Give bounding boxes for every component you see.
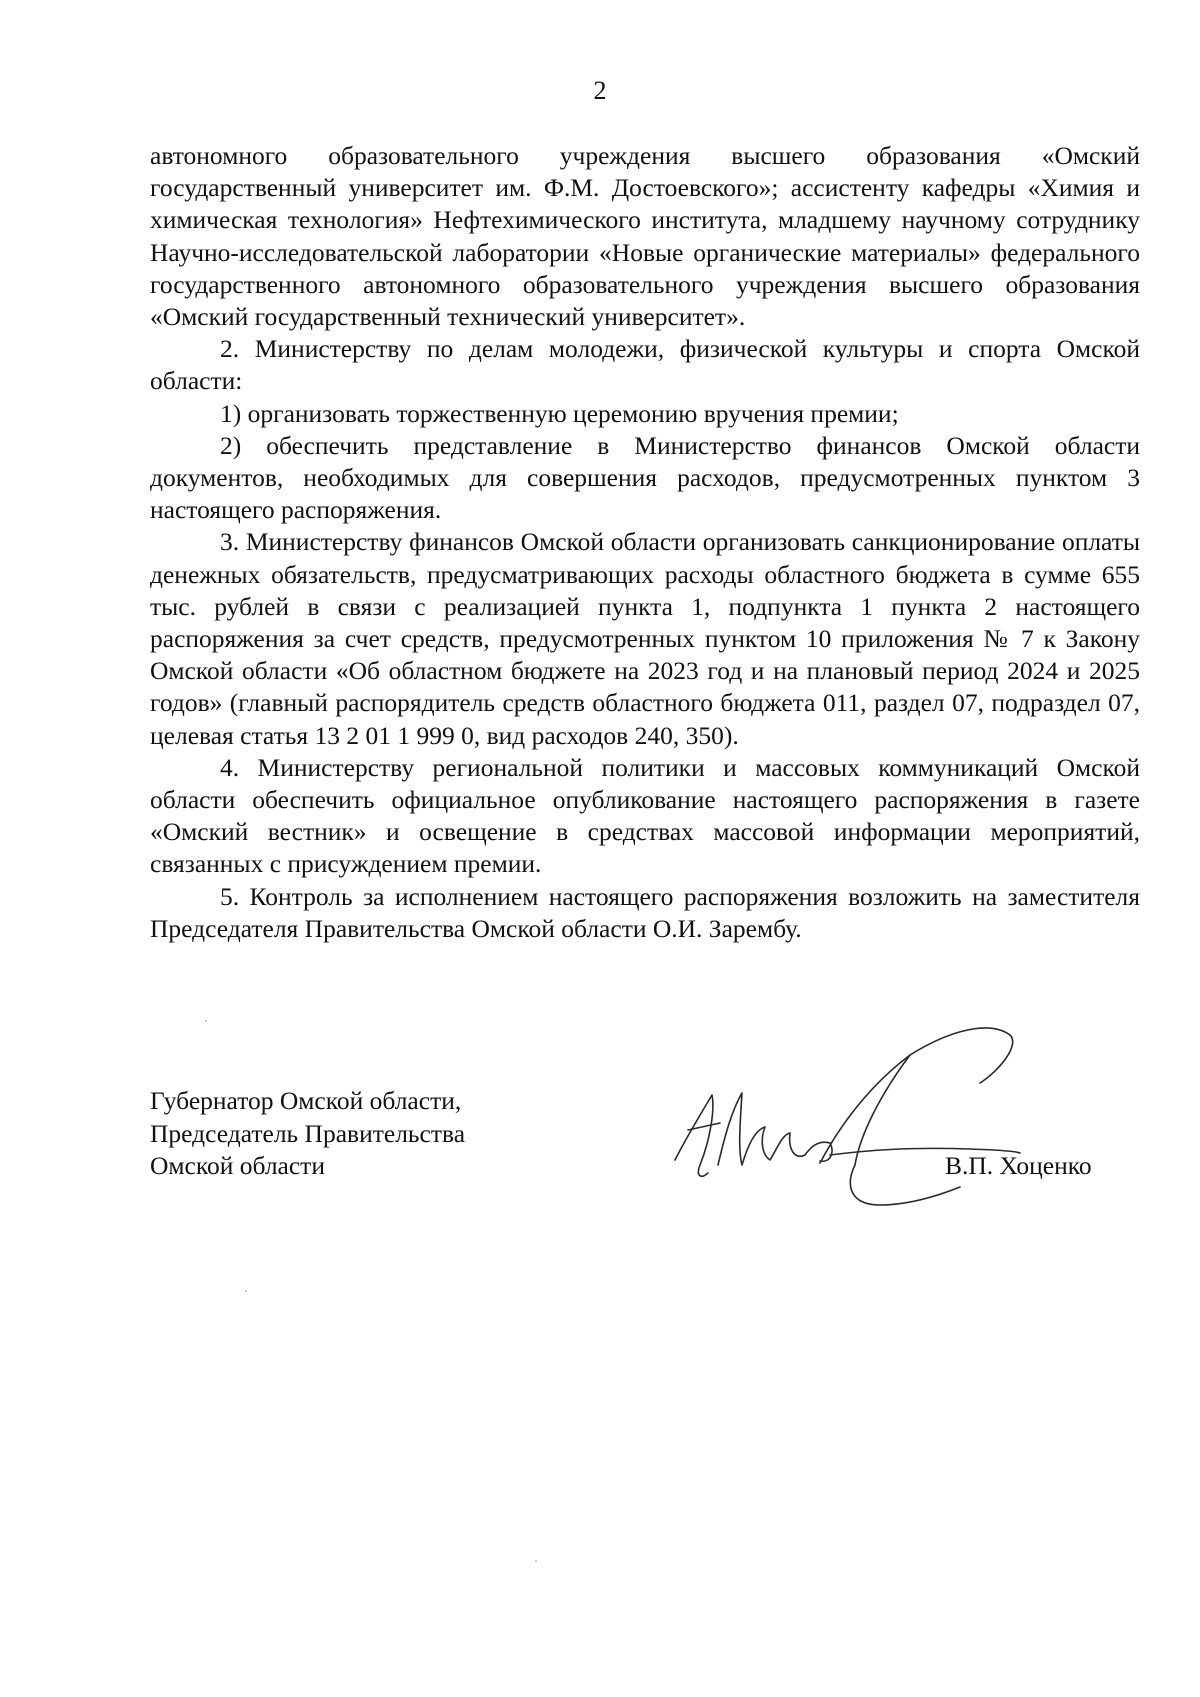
paragraph-item-5: 5. Контроль за исполнением настоящего распоряжения возложить на заместителя Председателя Правительства Омской области О.И. Зарембу. (150, 881, 1140, 943)
scan-speck (205, 1020, 207, 1022)
signatory-title-line: Губернатор Омской области, (150, 1086, 462, 1115)
signatory-name: В.П. Хоценко (945, 1151, 1092, 1180)
paragraph-subitem-2-2: 2) обеспечить представление в Министерство финансов Омской области документов, необходимых для совершения расходов, предусмотренных пунктом 3 настоящего распоряжения. (150, 430, 1140, 525)
document-body (150, 140, 1140, 945)
paragraph-item-2: 2. Министерству по делам молодежи, физической культуры и спорта Омской области: (150, 334, 1140, 396)
paragraph-subitem-2-1: 1) организовать торжественную церемонию вручения премии; (220, 398, 899, 428)
scan-speck (245, 1290, 247, 1292)
signatory-title-line: Омской области (150, 1151, 325, 1180)
handwritten-signature (670, 1015, 1090, 1215)
paragraph-item-4: 4. Министерству региональной политики и массовых коммуникаций Омской области обеспечить официальное опубликование настоящего распоряжения в газете «Омский вестник» и освещение в средствах массовой информации мероприятий, связанных с присуждением премии. (150, 752, 1140, 879)
paragraph-item-3: 3. Министерству финансов Омской области организовать санкционирование оплаты денежных обязательств, предусматривающих расходы областного бюджета в сумме 655 тыс. рублей в связи с реализацией пункта 1, подпункта 1 пункта 2 настоящего распоряжения за счет средств, предусмотренных пунктом 10 приложения № 7 к Закону Омской области «Об областном бюджете на 2023 год и на плановый период 2024 и 2025 годов» (главный распорядитель средств областного бюджета 011, раздел 07, подраздел 07, целевая статья 13 2 01 1 999 0, вид расходов 240, 350). (150, 527, 1140, 750)
page-number: 2 (593, 76, 607, 105)
signatory-title (150, 1085, 465, 1183)
paragraph-continuation: автономного образовательного учреждения высшего образования «Омский государственный университет им. Ф.М. Достоевского»; ассистенту кафедры «Химия и химическая технология» Нефтехимического института, младшему научному сотруднику Научно-исследовательской лаборатории «Новые органические материалы» федерального государственного автономного образовательного учреждения высшего образования «Омский государственный технический университет». (150, 141, 1140, 332)
signatory-title-line: Председатель Правительства (150, 1118, 466, 1148)
scan-speck (535, 1560, 537, 1562)
